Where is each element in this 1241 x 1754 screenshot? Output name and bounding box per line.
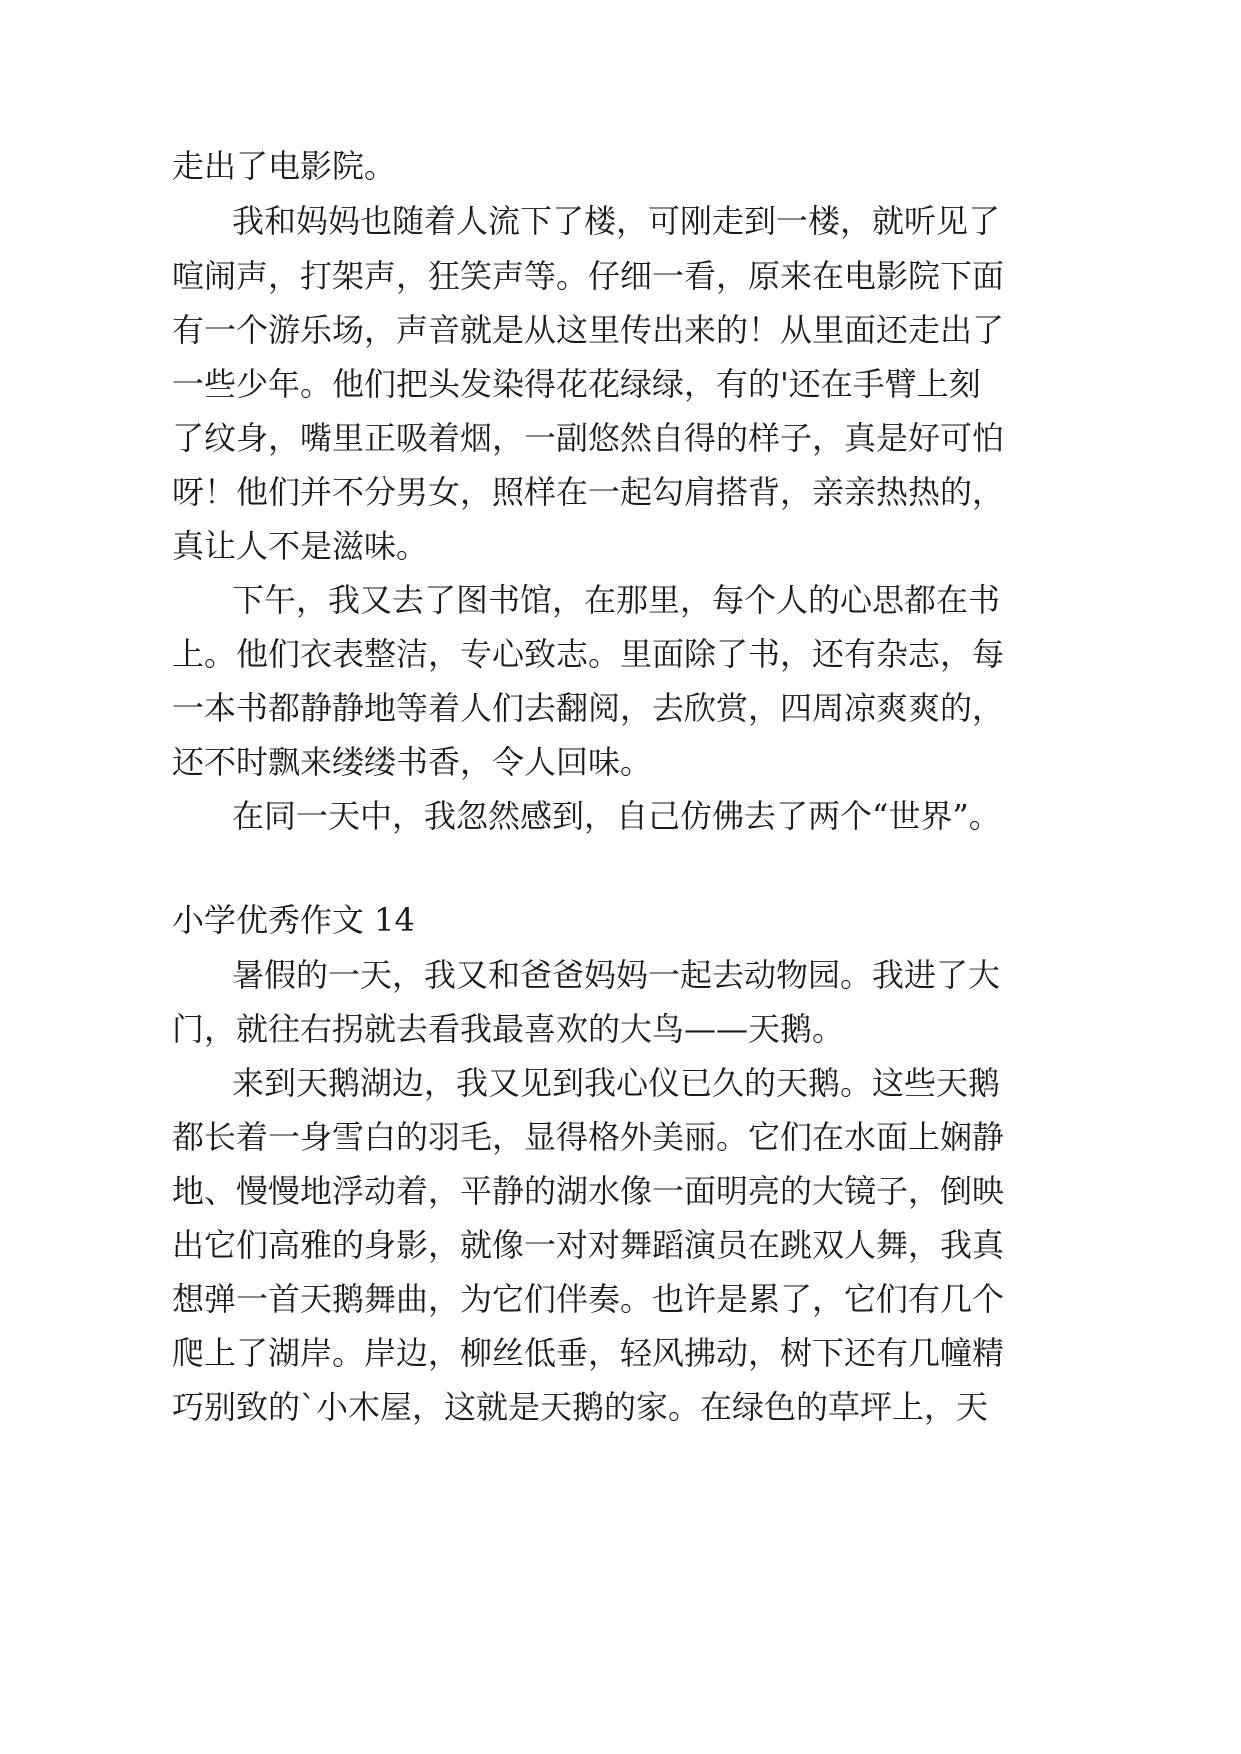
paragraph-first-line: 来到天鹅湖边，我又见到我心仪已久的天鹅。这些天鹅 bbox=[232, 1064, 1001, 1102]
text-line: 巧别致的`小木屋，这就是天鹅的家。在绿色的草坪上，天 bbox=[172, 1388, 989, 1426]
text-line: 还不时飘来缕缕书香，令人回味。 bbox=[172, 743, 653, 781]
text-line: 有一个游乐场，声音就是从这里传出来的！从里面还走出了 bbox=[172, 311, 1005, 349]
text-line: 一些少年。他们把头发染得花花绿绿，有的'还在手臂上刻 bbox=[172, 365, 981, 403]
text-line: 喧闹声，打架声，狂笑声等。仔细一看，原来在电影院下面 bbox=[172, 257, 1005, 295]
text-line: 想弹一首天鹅舞曲，为它们伴奏。也许是累了，它们有几个 bbox=[172, 1280, 1005, 1318]
section-title: 小学优秀作文 14 bbox=[172, 901, 415, 939]
text-line: 都长着一身雪白的羽毛，显得格外美丽。它们在水面上娴静 bbox=[172, 1118, 1005, 1156]
text-line: 一本书都静静地等着人们去翻阅，去欣赏，四周凉爽爽的， bbox=[172, 689, 1005, 727]
text-line: 爬上了湖岸。岸边，柳丝低垂，轻风拂动，树下还有几幢精 bbox=[172, 1334, 1005, 1372]
paragraph-first-line: 我和妈妈也随着人流下了楼，可刚走到一楼，就听见了 bbox=[232, 202, 1001, 240]
paragraph-first-line: 下午，我又去了图书馆，在那里，每个人的心思都在书 bbox=[232, 581, 1001, 619]
text-line: 了纹身，嘴里正吸着烟，一副悠然自得的样子，真是好可怕 bbox=[172, 419, 1005, 457]
text-line: 走出了电影院。 bbox=[172, 147, 397, 185]
text-line: 出它们高雅的身影，就像一对对舞蹈演员在跳双人舞，我真 bbox=[172, 1226, 1005, 1264]
text-line: 上。他们衣表整洁，专心致志。里面除了书，还有杂志，每 bbox=[172, 635, 1005, 673]
text-line: 真让人不是滋味。 bbox=[172, 527, 429, 565]
paragraph-first-line: 暑假的一天，我又和爸爸妈妈一起去动物园。我进了大 bbox=[232, 956, 1001, 994]
paragraph-first-line: 在同一天中，我忽然感到，自己仿佛去了两个“世界”。 bbox=[232, 797, 1001, 835]
text-line: 呀！他们并不分男女，照样在一起勾肩搭背，亲亲热热的， bbox=[172, 473, 1005, 511]
text-line: 门，就往右拐就去看我最喜欢的大鸟——天鹅。 bbox=[172, 1010, 845, 1048]
text-line: 地、慢慢地浮动着，平静的湖水像一面明亮的大镜子，倒映 bbox=[172, 1172, 1005, 1210]
